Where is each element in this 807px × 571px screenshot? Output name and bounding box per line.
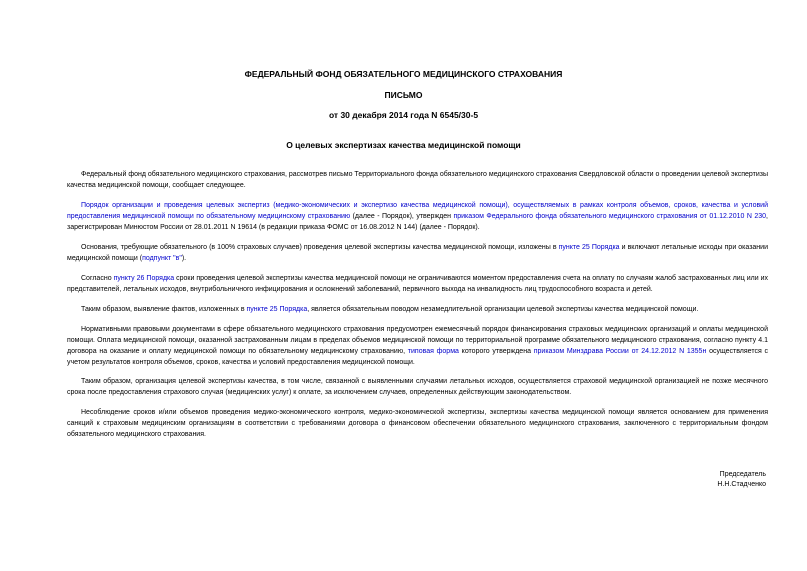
paragraph-text: Основания, требующие обязательного (в 100% страховых случаев) проведения целевой экспертизы качества медицинской помощи, изложены в: [81, 244, 559, 251]
paragraph-text: которого утверждена: [458, 348, 534, 355]
paragraph-text: Таким образом, выявление фактов, изложенных в: [81, 306, 247, 313]
paragraph-text: Таким образом, организация целевой экспертизы качества, в том числе, связанной с выявленными случаями летальных исходов, осуществляется страховой медицинской организацией не позже месячного срока после предоставления страхового случая (медицинских услуг) к оплате, за исключением случаев, определенных действующим законодательством.: [67, 378, 768, 396]
paragraph-text: Несоблюдение сроков и/или объемов проведения медико-экономического контроля, медико-экономической экспертизы, экспертизы качества медицинской помощи является основанием для применения санкций к страховым медицинским организациям в соответствии с требованиями договора о финансовом обеспечении обязательного медицинского страхования, заключенного с территориальным фондом обязательного медицинского страхования.: [67, 409, 768, 438]
standard-form-link[interactable]: типовая форма: [407, 348, 459, 355]
paragraph-financing: [67, 324, 768, 368]
paragraph-text: Согласно: [81, 275, 114, 282]
paragraph-text: и включают летальные исходы при оказании медицинской помощи (: [67, 244, 768, 262]
document-date-number: от 30 декабря 2014 года N 6545/30-5: [328, 110, 479, 120]
paragraph-intro: [67, 169, 768, 191]
point-26-link[interactable]: пункту 26 Порядка: [113, 275, 175, 282]
procedure-link[interactable]: Порядок организации и проведения целевых экспертиз (медико-экономических и экспертизо качества медицинской помощи), осуществляемых в рамках контроля объемов, сроков, качества и условий предоставления медицинской помощи по обязательному медицинскому страхованию: [67, 202, 768, 220]
paragraph-sanctions: [67, 407, 768, 440]
document-subject: О целевых экспертизах качества медицинской помощи: [286, 140, 521, 150]
paragraph-text: , зарегистрирован Минюстом России от 28.01.2011 N 19614 (в редакции приказа ФОМС от 16.08.2012 N 144) (далее - Порядок).: [67, 213, 768, 231]
organization-title: ФЕДЕРАЛЬНЫЙ ФОНД ОБЯЗАТЕЛЬНОГО МЕДИЦИНСКОГО СТРАХОВАНИЯ: [244, 69, 563, 79]
paragraph-text: ).: [181, 255, 187, 262]
order-230-link[interactable]: приказом Федерального фонда обязательного медицинского страхования от 01.12.2010 N 230: [453, 213, 767, 220]
signatory-title: Председатель: [719, 471, 766, 478]
paragraph-conclusion-1: [67, 304, 768, 315]
signature-block: [717, 470, 766, 490]
point-25-link[interactable]: пункте 25 Порядка: [558, 244, 620, 251]
point-25-link[interactable]: пункте 25 Порядка: [246, 306, 308, 313]
paragraph-text: Федеральный фонд обязательного медицинского страхования, рассмотрев письмо Территориального фонда обязательного медицинского страхования Свердловской области о проведении целевой экспертизы качества медицинской помощи, сообщает следующее.: [67, 171, 768, 189]
paragraph-text: , является обязательным поводом незамедлительной организации целевой экспертизы качества медицинской помощи.: [307, 306, 699, 313]
document-type: ПИСЬМО: [384, 90, 423, 100]
paragraph-text: сроки проведения целевой экспертизы качества медицинской помощи не ограничиваются моментом предоставления счета на оплату по случаям жалоб застрахованных лиц или их представителей, летальных исходов, внутрибольничного инфицирования и осложнений заболеваний, первичного выхода на инвалидность лиц трудоспособного возраста и детей.: [67, 275, 769, 293]
order-1355n-link[interactable]: приказом Минздрава России от 24.12.2012 N 1355н: [533, 348, 707, 355]
paragraph-text: осуществляется с учетом результатов контроля объемов, сроков, качества и условий предоставления медицинской помощи.: [67, 348, 769, 366]
signatory-name: Н.Н.Стадченко: [717, 481, 766, 488]
paragraph-grounds: [67, 242, 768, 264]
paragraph-deadlines: [67, 273, 768, 295]
paragraph-text: (далее - Порядок), утвержден: [350, 213, 454, 220]
paragraph-text: Нормативными правовыми документами в сфере обязательного медицинского страхования предусмотрен ежемесячный порядок финансирования страховых медицинских организаций и оплаты медицинской помощи. Оплата медицинской помощи, оказанной застрахованным лицам в пределах объемов медицинской помощи по территориальной программе обязательного медицинского страхования, согласно пункту 4.1 договора на оказание и оплату медицинской помощи по обязательному медицинскому страхованию,: [67, 326, 768, 355]
subpoint-v-link[interactable]: подпункт "в": [142, 255, 182, 262]
paragraph-conclusion-2: [67, 376, 768, 398]
paragraph-procedure: [67, 200, 768, 233]
